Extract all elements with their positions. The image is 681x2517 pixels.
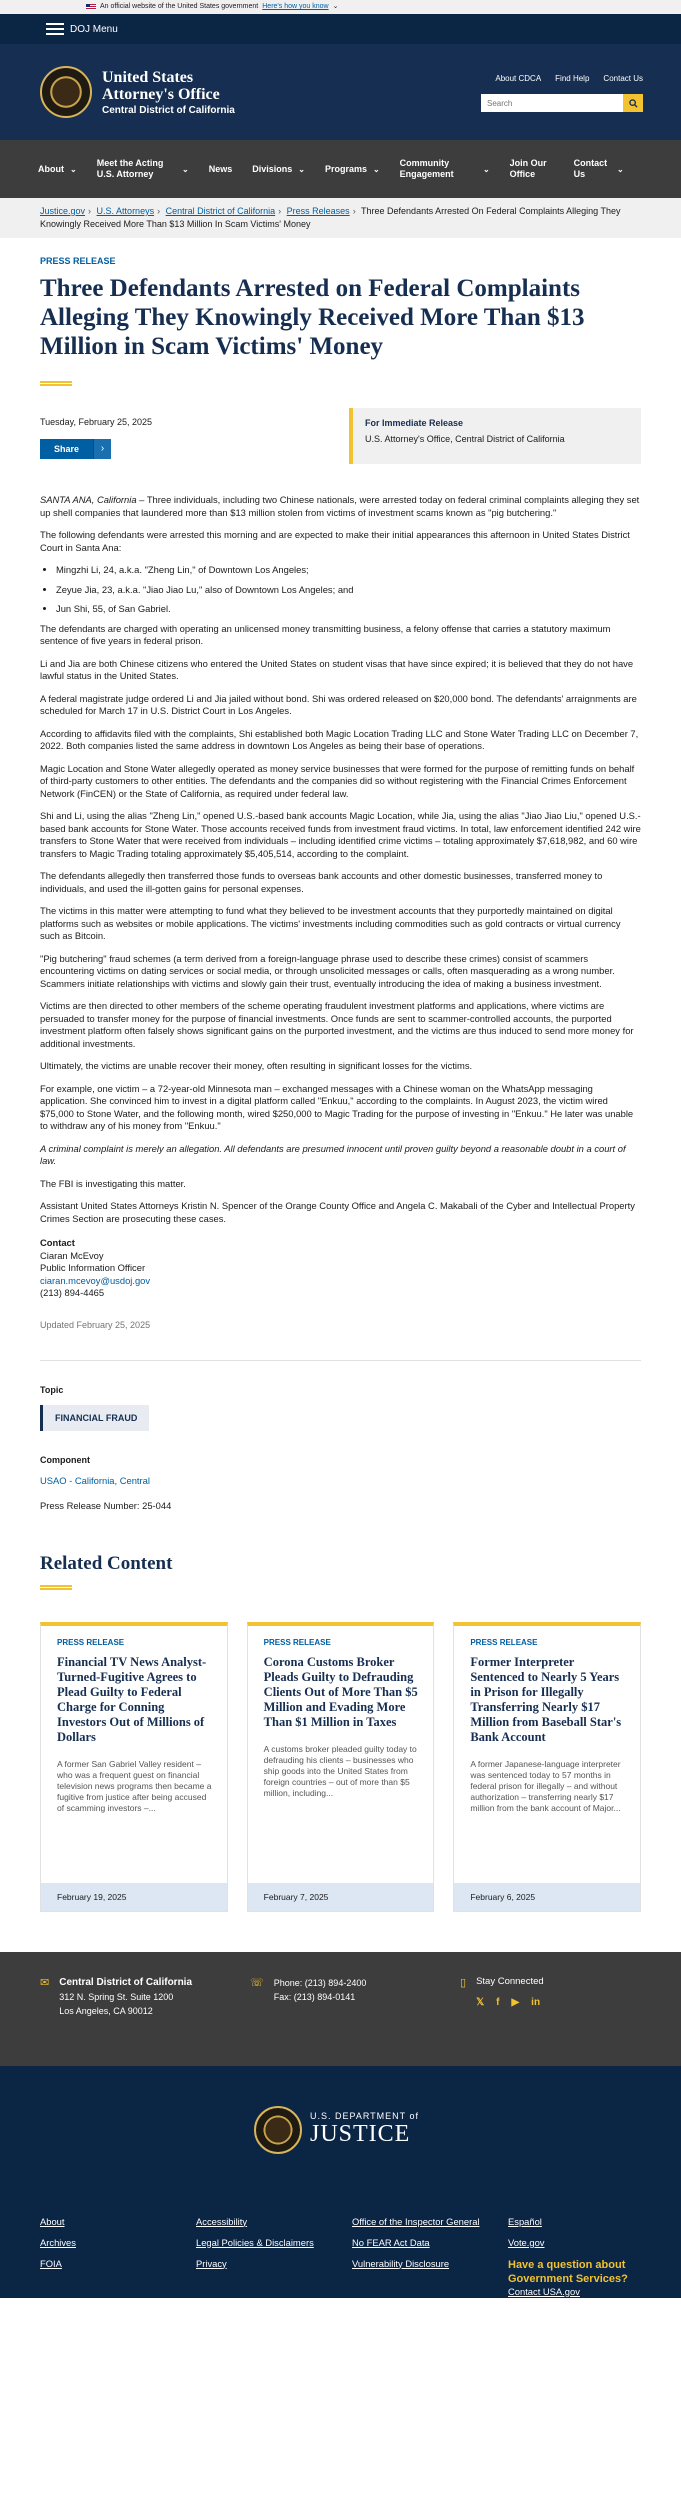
about-cdca-link[interactable]: About CDCA [495, 74, 542, 83]
contact-usa-link[interactable]: Contact USA.gov [508, 2285, 580, 2297]
card-title[interactable]: Corona Customs Broker Pleads Guilty to Defrauding Clients Out of More Than $5 Million and Evading More Than $1 Million in Taxes [263, 1654, 418, 1729]
doj-menu-label[interactable]: DOJ Menu [70, 23, 118, 35]
chevron-down-icon: ⌄ [616, 164, 624, 174]
breadcrumb-separator: › [88, 206, 92, 216]
card-date: February 19, 2025 [41, 1883, 227, 1911]
page-title: Three Defendants Arrested on Federal Complaints Alleging They Knowingly Received More Than $13 Million in Scam Victims' Money [40, 275, 585, 360]
contact-block [40, 1237, 641, 1300]
component-label: Component [40, 1454, 90, 1465]
related-card[interactable] [247, 1622, 435, 1912]
release-subtitle: U.S. Attorney's Office, Central District of California [365, 434, 565, 444]
divider [40, 1360, 641, 1361]
header-links [495, 74, 643, 83]
breadcrumb-separator: › [157, 206, 161, 216]
office-line-3: Central District of California [102, 104, 235, 116]
defendant-list [56, 564, 641, 616]
card-excerpt: A former San Gabriel Valley resident – who was a frequent guest on financial television news programs then became a fugitive from justice after being accused of scamming investors –... [57, 1758, 212, 1813]
publish-date: Tuesday, February 25, 2025 [40, 417, 153, 427]
footer-link-no-fear[interactable]: No FEAR Act Data [352, 2236, 430, 2248]
chevron-down-icon: ⌄ [482, 164, 490, 174]
footer-social [460, 1976, 544, 2066]
footer-contact [0, 1952, 681, 2066]
x-icon[interactable]: 𝕏 [476, 1996, 485, 2008]
nav-community-engagement[interactable] [400, 158, 490, 180]
linkedin-icon[interactable]: in [531, 1996, 541, 2008]
search-box [481, 94, 643, 112]
chevron-down-icon: ⌄ [298, 164, 305, 174]
chevron-down-icon: ⌄ [182, 164, 189, 174]
search-icon [629, 99, 638, 108]
breadcrumb [0, 198, 681, 238]
nav-divisions[interactable] [252, 164, 305, 175]
hamburger-icon[interactable] [46, 23, 64, 35]
related-heading: Related Content [40, 1552, 173, 1574]
gov-banner-text: An official website of the United States government [100, 3, 259, 10]
contact-name: Ciaran McEvoy [40, 1249, 104, 1261]
mobile-icon: ▯ [460, 1976, 467, 1989]
release-title: For Immediate Release [365, 418, 464, 428]
chevron-down-icon: ⌄ [70, 164, 77, 174]
card-title[interactable]: Financial TV News Analyst-Turned-Fugitive Agrees to Plead Guilty to Federal Charge for Conning Investors Out of Millions of Dollars [57, 1654, 207, 1744]
article [0, 256, 681, 1912]
list-item: • Mingzhi Li, 24, a.k.a. "Zheng Lin," of Downtown Los Angeles; [56, 564, 641, 577]
footer-link-vulnerability[interactable]: Vulnerability Disclosure [352, 2257, 450, 2269]
footer-link-employees[interactable]: For Employees [40, 2306, 104, 2318]
nav-label: Divisions [252, 163, 293, 174]
footer-link-privacy[interactable]: Privacy [196, 2257, 227, 2269]
paragraph-text: – Three individuals, including two Chinese nationals, were arrested today on federal criminal complaints alleging they set up shell companies that laundered more than $13 million stolen from victims of investment scams known as "pig butchering." [40, 494, 640, 518]
paragraph: The defendants are charged with operating an unlicensed money transmitting business, a felony offense that carries a statutory maximum sentence of five years in federal prison. [40, 622, 611, 646]
paragraph: Ultimately, the victims are unable recover their money, often resulting in significant losses for the victims. [40, 1060, 473, 1071]
doj-seal-icon [254, 2106, 302, 2154]
paragraph: Victims are then directed to other members of the scheme operating fraudulent investment platforms and applications, where victims are persuaded to transfer money for the purpose of financial investments. Once funds are sent to scammer-controlled accounts, the purported investment platform often falsely shows significant gains on the purported investment, and the victims are thus induced to send more money for additional investments. [40, 1000, 634, 1049]
heres-how-link[interactable]: Here's how you know [262, 3, 329, 10]
list-item: • Zeyue Jia, 23, a.k.a. "Jiao Jiao Lu," also of Downtown Los Angeles; and [56, 584, 641, 597]
accent-bar [40, 1585, 72, 1590]
question-block [508, 2258, 668, 2297]
nav-label: Contact Us [573, 158, 608, 179]
list-item: • Jun Shi, 55, of San Gabriel. [56, 603, 641, 616]
nav-contact-us[interactable] [574, 158, 624, 180]
breadcrumb-separator: › [352, 206, 356, 216]
footer-link-accessibility[interactable]: Accessibility [196, 2215, 248, 2227]
nav-label: Join Our Office [509, 158, 547, 179]
share-button[interactable] [40, 439, 111, 459]
youtube-icon[interactable]: ▶ [511, 1996, 520, 2008]
card-title[interactable]: Former Interpreter Sentenced to Nearly 5 Years in Prison for Illegally Transferring Nearly $17 Million from Baseball Star's Bank Account [470, 1654, 622, 1744]
card-excerpt: A customs broker pleaded guilty today to defrauding his clients – businesses who ship goods into the United States from foreign countries – out of more than $5 million, including... [263, 1743, 417, 1798]
nav-programs[interactable] [325, 164, 380, 175]
doj-logo-line1: U.S. DEPARTMENT of [310, 2111, 420, 2121]
chevron-right-icon: › [93, 439, 111, 459]
chevron-down-icon: ⌄ [332, 3, 339, 10]
paragraph: The following defendants were arrested this morning and are expected to make their initial appearances this afternoon in United States District Court in Santa Ana: [40, 529, 630, 553]
nav-label: About [38, 163, 64, 174]
share-label: Share [40, 439, 93, 459]
nav-about[interactable] [38, 164, 77, 175]
nav-label: Programs [324, 163, 367, 174]
card-label: PRESS RELEASE [470, 1637, 538, 1647]
stay-connected: Stay Connected [476, 1975, 544, 1987]
topic-tag[interactable]: FINANCIAL FRAUD [40, 1405, 149, 1431]
footer-office: Central District of California [59, 1976, 193, 1988]
paragraph: According to affidavits filed with the complaints, Shi established both Magic Location Trading LLC and Stone Water Trading LLC on December 7, 2022. Both companies listed the same address in downtown Los Angeles as being their base of operations. [40, 727, 639, 751]
breadcrumb-us-attorneys[interactable]: U.S. Attorneys [96, 206, 155, 216]
contact-us-link[interactable]: Contact Us [603, 74, 643, 83]
gov-banner [0, 0, 681, 14]
search-input[interactable] [481, 94, 623, 112]
contact-title: Public Information Officer [40, 1262, 146, 1273]
breadcrumb-press-releases[interactable]: Press Releases [286, 206, 350, 216]
meta-row [40, 408, 641, 464]
related-card[interactable] [453, 1622, 641, 1912]
office-name[interactable] [102, 69, 235, 116]
breadcrumb-current: Three Defendants Arrested On Federal Complaints Alleging They Knowingly Received More Than $13 Million In Scam Victims' Money [40, 206, 621, 229]
paragraph: Shi and Li, using the alias "Zheng Lin," opened U.S.-based bank accounts Magic Location, while Jia, using the alias "Jiao Jiao Liu," opened U.S.-based bank accounts for Stone Water. Those accounts received funds from investment fraud victims. In total, law enforcement identified 242 wire transfers to Stone Water that were received from individuals – including identified crime victims – totaling approximately $7,618,982, and 60 wire transfers to Magic Trading totaling approximately $5,405,514, according to the complaint. [40, 810, 641, 859]
article-body [40, 494, 641, 1225]
doj-logo[interactable] [254, 2106, 419, 2154]
chevron-down-icon: ⌄ [372, 164, 380, 174]
release-box [349, 408, 641, 464]
doj-menu-bar[interactable] [0, 14, 681, 44]
updated-date: Updated February 25, 2025 [40, 1319, 151, 1330]
nav-label: Meet the Acting U.S. Attorney [96, 158, 164, 179]
paragraph: The victims in this matter were attempting to fund what they believed to be investment accounts that they purportedly maintained on digital platforms such as websites or mobile applications. The victims' investments including commodities such as gold contracts or virtual currency such as Bitcoin. [40, 905, 621, 941]
main-nav [0, 140, 681, 198]
dateline: SANTA ANA, California [40, 494, 137, 505]
card-label: PRESS RELEASE [263, 1637, 331, 1647]
related-card[interactable] [40, 1622, 228, 1912]
footer-links [40, 2216, 668, 2318]
disclaimer: A criminal complaint is merely an allegation. All defendants are presumed innocent until proven guilty beyond a reasonable doubt in a court of law. [40, 1142, 626, 1166]
paragraph: A federal magistrate judge ordered Li and Jia jailed without bond. Shi was ordered released on $20,000 bond. The defendants' arraignments are scheduled for March 17 in U.S. District Court in Los Angeles. [40, 692, 637, 716]
paragraph [40, 1143, 641, 1168]
footer-link-about[interactable]: About [40, 2215, 65, 2227]
paragraph: The defendants allegedly then transferred those funds to overseas bank accounts and other domestic businesses, transferred money to individuals, and used the ill-gotten gains for personal expenses. [40, 870, 603, 894]
nav-label: Community Engagement [399, 158, 454, 179]
nav-join-office[interactable] [510, 158, 554, 180]
office-line-2: Attorney's Office [102, 85, 220, 103]
press-release-label: PRESS RELEASE [40, 256, 116, 266]
card-excerpt: A former Japanese-language interpreter was sentenced today to 57 months in federal prison for illegally – and without authorization – transferring nearly $17 million from the bank account of Major... [470, 1758, 621, 1813]
site-header [0, 44, 681, 140]
component-link[interactable]: USAO - California, Central [40, 1474, 150, 1486]
paragraph: Magic Location and Stone Water allegedly operated as money service businesses that were formed for the purpose of remitting funds on behalf of third-party customers to other entities. The defendants and the companies did so without registering with the Financial Crimes Enforcement Network (FinCEN) or the State of California, as required under federal law. [40, 762, 635, 799]
related-cards [40, 1622, 641, 1912]
doj-seal-logo[interactable] [40, 66, 92, 118]
mail-icon: ✉ [40, 1976, 50, 1989]
footer-link-archives[interactable]: Archives [40, 2236, 76, 2248]
topic-label: Topic [40, 1384, 64, 1395]
phone-icon: ☏ [250, 1976, 264, 1989]
footer-phone [250, 1976, 460, 2066]
footer-link-foia[interactable]: FOIA [40, 2257, 62, 2269]
facebook-icon[interactable]: f [496, 1996, 500, 2008]
us-flag-icon [86, 4, 96, 10]
contact-email-link[interactable]: ciaran.mcevoy@usdoj.gov [40, 1274, 151, 1286]
search-button[interactable] [623, 94, 643, 112]
paragraph: "Pig butchering" fraud schemes (a term derived from a foreign-language phrase used to describe these crimes) consist of scammers encountering victims on dating services or social media, or through unsolicited messages or calls, often masquerading as a wrong number. Scammers initiate relationships with victims and slowly gain their trust, eventually introducing the idea of making a business investment. [40, 952, 615, 989]
footer-link-vote[interactable]: Vote.gov [508, 2236, 545, 2248]
office-line-1: United States [102, 68, 194, 86]
footer-address [40, 1976, 250, 2066]
breadcrumb-justice[interactable]: Justice.gov [40, 206, 86, 216]
nav-label: News [208, 163, 233, 174]
doj-logo-line2: JUSTICE [310, 2121, 411, 2147]
breadcrumb-cdca[interactable]: Central District of California [165, 206, 276, 216]
paragraph: The FBI is investigating this matter. [40, 1177, 186, 1189]
press-release-number: Press Release Number: 25-044 [40, 1499, 172, 1511]
nav-meet-acting-attorney[interactable] [97, 158, 189, 180]
question-text: Have a question about Government Services? [508, 2258, 628, 2285]
card-date: February 6, 2025 [454, 1883, 640, 1911]
nav-news[interactable] [209, 164, 233, 175]
footer-addr2: Los Angeles, CA 90012 [59, 2005, 153, 2016]
footer-addr1: 312 N. Spring St. Suite 1200 [59, 1991, 174, 2002]
paragraph [40, 494, 641, 519]
breadcrumb-separator: › [278, 206, 282, 216]
contact-label: Contact [40, 1237, 75, 1248]
footer-link-legal[interactable]: Legal Policies & Disclaimers [196, 2236, 314, 2248]
paragraph: Assistant United States Attorneys Kristin N. Spencer of the Orange County Office and Angela C. Makabali of the Cyber and Intellectual Property Crimes Section are prosecuting these cases. [40, 1200, 635, 1224]
footer-fax: Fax: (213) 894-0141 [273, 1991, 356, 2002]
card-date: February 7, 2025 [248, 1883, 434, 1911]
footer-link-espanol[interactable]: Español [508, 2215, 542, 2227]
footer-link-oig[interactable]: Office of the Inspector General [352, 2215, 480, 2227]
card-label: PRESS RELEASE [57, 1637, 125, 1647]
paragraph: For example, one victim – a 72-year-old Minnesota man – exchanged messages with a Chinese woman on the WhatsApp messaging application. She convinced him to invest in a digital platform called "Enkuu," according to the complaints. In August 2023, the victim wired $75,000 to Stone Water, and the following month, wired $250,000 to Magic Trading for the purpose of investing in "Enkuu." He later was unable to withdraw any of his money from "Enkuu." [40, 1082, 634, 1131]
contact-phone: (213) 894-4465 [40, 1287, 105, 1298]
footer-phone-number: Phone: (213) 894-2400 [273, 1977, 367, 1988]
find-help-link[interactable]: Find Help [555, 74, 590, 83]
paragraph: Li and Jia are both Chinese citizens who entered the United States on student visas that have since expired; it is believed that they do not have lawful status in the United States. [40, 657, 634, 681]
footer-doj [0, 2066, 681, 2318]
accent-bar [40, 381, 72, 386]
